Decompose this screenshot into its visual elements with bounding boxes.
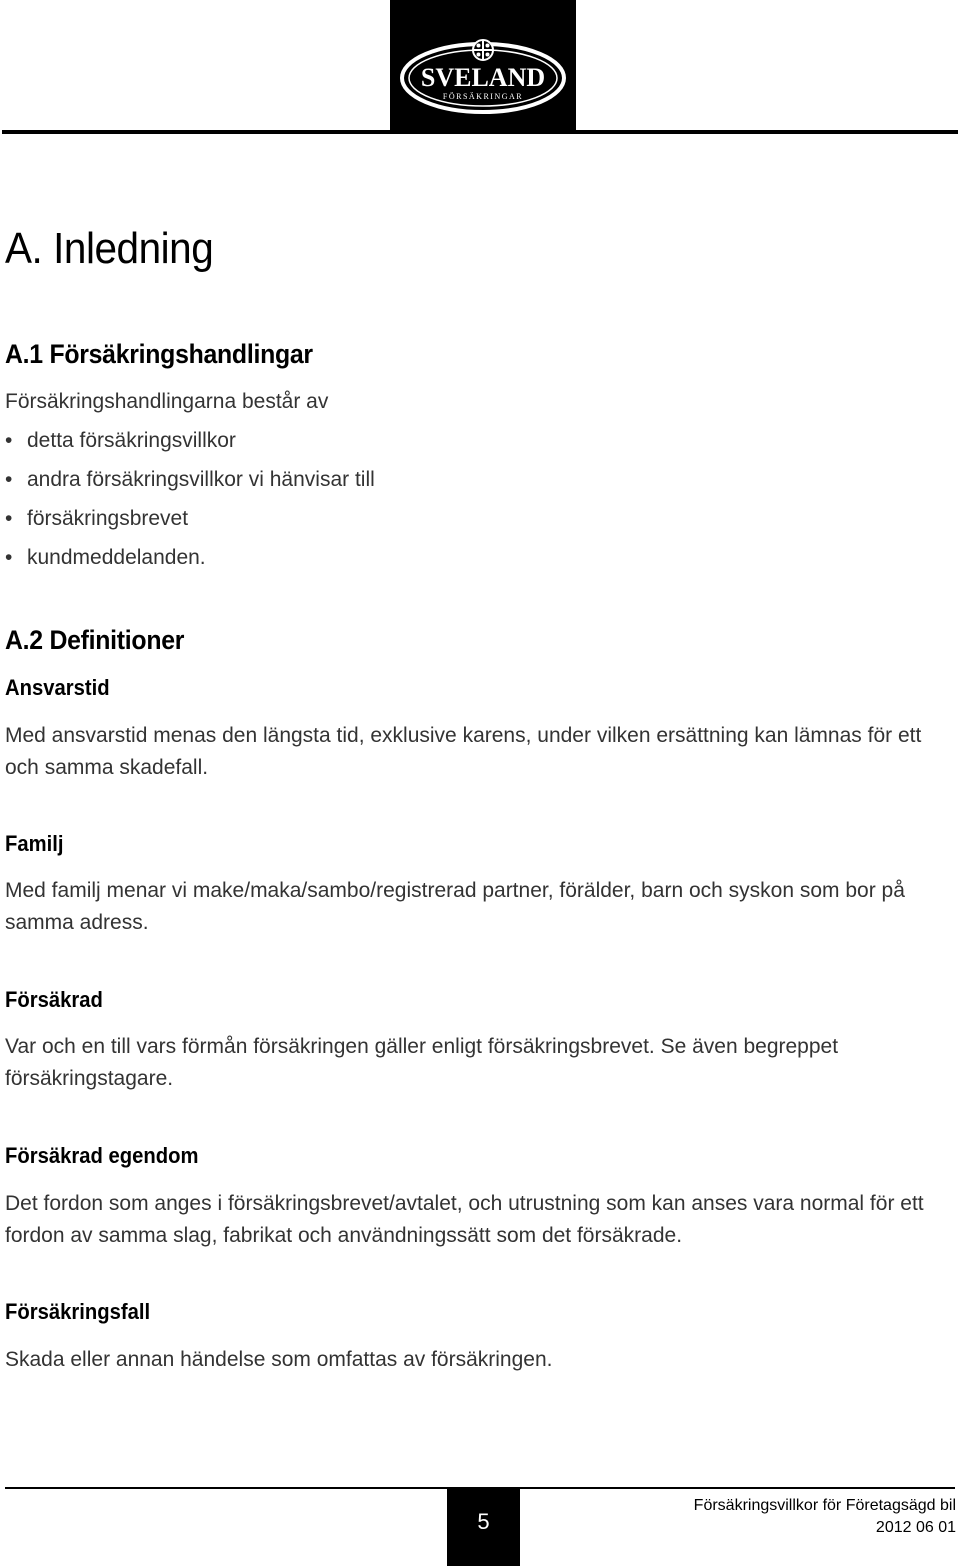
logo-subtitle: FÖRSÄKRINGAR	[442, 92, 524, 101]
list-item: • detta försäkringsvillkor	[5, 429, 236, 452]
definition-term: Försäkrad	[5, 987, 103, 1012]
list-item: • försäkringsbrevet	[5, 507, 189, 530]
definition-term: Familj	[5, 831, 64, 856]
definition-text: Med familj menar vi make/maka/sambo/registrerad partner, förälder, barn och syskon som bor på samma adress.	[5, 879, 905, 934]
definition-text: Med ansvarstid menas den längsta tid, exklusive karens, under vilken ersättning kan lämnas för ett och samma skadefall.	[5, 724, 922, 779]
logo-emblem-icon	[390, 0, 576, 134]
list-item: • kundmeddelanden.	[5, 546, 206, 569]
definition-term: Ansvarstid	[5, 675, 110, 700]
definition-term: Försäkringsfall	[5, 1299, 151, 1324]
footer-date: 2012 06 01	[875, 1519, 956, 1536]
logo-wordmark: SVELAND	[420, 63, 546, 92]
footer-document-title: Försäkringsvillkor för Företagsägd bil	[693, 1497, 956, 1514]
list-item: • andra försäkringsvillkor vi hänvisar till	[5, 468, 375, 491]
definition-text: Skada eller annan händelse som omfattas av försäkringen.	[5, 1348, 553, 1371]
page-number: 5	[477, 1509, 490, 1534]
section-a2-heading: A.2 Definitioner	[5, 625, 185, 655]
sveland-logo	[390, 0, 576, 134]
section-a1-heading: A.1 Försäkringshandlingar	[5, 339, 313, 369]
section-a1-intro: Försäkringshandlingarna består av	[5, 390, 329, 413]
definition-text: Det fordon som anges i försäkringsbrevet/avtalet, och utrustning som kan anses vara normal för ett fordon av samma slag, fabrikat och användningssätt som det försäkrade.	[5, 1192, 924, 1247]
page-title: A. Inledning	[5, 224, 214, 273]
definition-text: Var och en till vars förmån försäkringen gäller enligt försäkringsbrevet. Se även begreppet försäkringstagare.	[5, 1035, 839, 1090]
definition-term: Försäkrad egendom	[5, 1143, 199, 1168]
